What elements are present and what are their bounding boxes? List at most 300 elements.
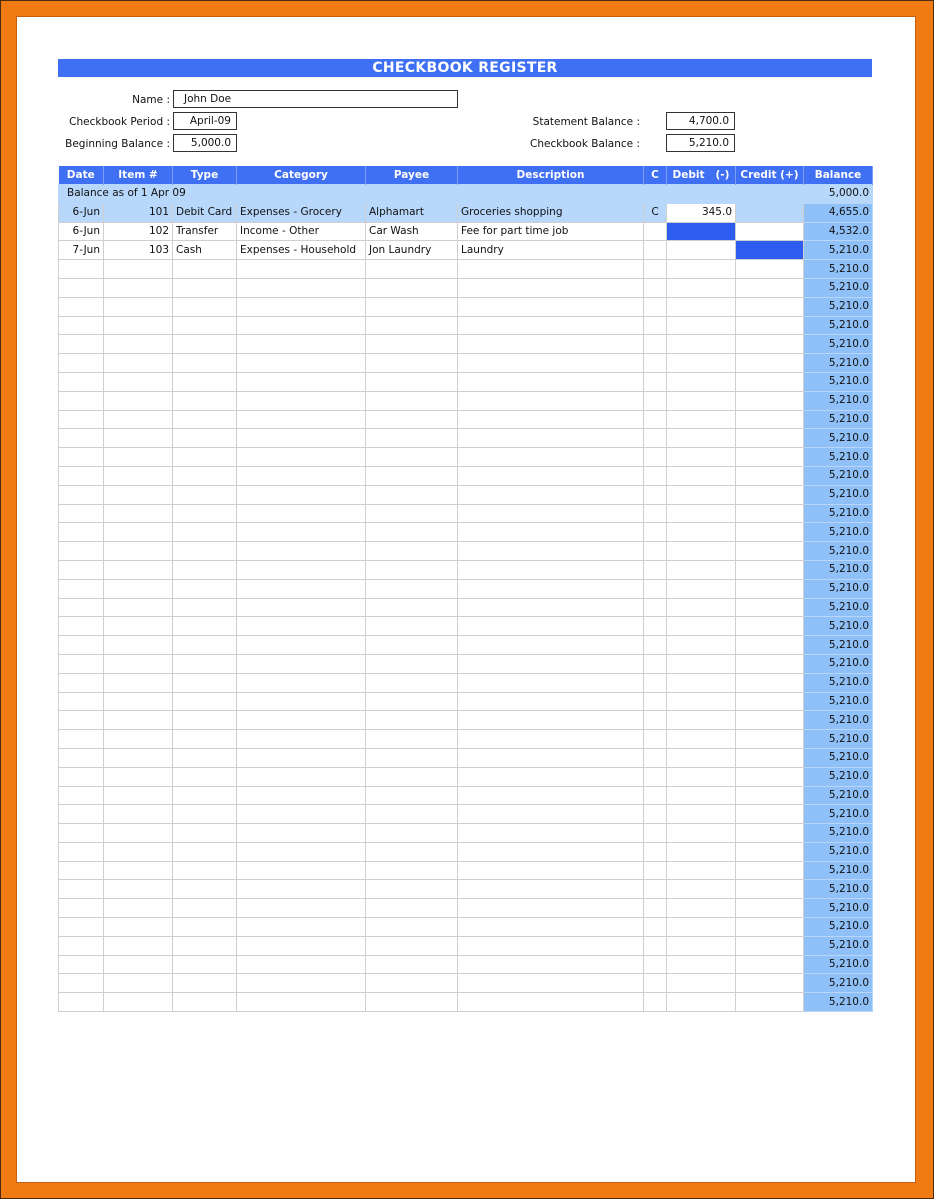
empty-cell[interactable] (366, 673, 458, 692)
empty-cell[interactable] (667, 899, 736, 918)
empty-cell[interactable] (736, 805, 804, 824)
empty-cell[interactable] (644, 598, 667, 617)
empty-cell[interactable] (59, 654, 104, 673)
empty-cell[interactable] (173, 278, 237, 297)
empty-cell[interactable] (173, 993, 237, 1012)
empty-cell[interactable] (237, 786, 366, 805)
cell-type[interactable]: Transfer (173, 222, 237, 241)
empty-cell[interactable] (644, 673, 667, 692)
cell-credit[interactable] (736, 203, 804, 222)
empty-cell[interactable] (644, 842, 667, 861)
col-payee[interactable]: Payee (366, 166, 458, 185)
empty-cell[interactable] (59, 523, 104, 542)
cell-category[interactable]: Income - Other (237, 222, 366, 241)
checkbook-balance-field[interactable]: 5,210.0 (666, 134, 735, 152)
empty-cell[interactable] (366, 861, 458, 880)
cell-debit[interactable] (667, 241, 736, 260)
empty-cell[interactable] (644, 880, 667, 899)
empty-cell[interactable] (366, 824, 458, 843)
empty-cell[interactable] (237, 880, 366, 899)
empty-cell[interactable] (237, 617, 366, 636)
empty-cell[interactable] (237, 410, 366, 429)
empty-cell[interactable] (736, 372, 804, 391)
empty-cell[interactable] (59, 316, 104, 335)
empty-cell[interactable] (366, 542, 458, 561)
empty-cell[interactable] (59, 372, 104, 391)
empty-cell[interactable] (736, 598, 804, 617)
empty-cell[interactable] (736, 993, 804, 1012)
empty-cell[interactable] (237, 372, 366, 391)
empty-cell[interactable] (173, 429, 237, 448)
empty-table-row[interactable] (59, 880, 873, 899)
empty-cell[interactable] (458, 842, 644, 861)
empty-cell[interactable] (366, 654, 458, 673)
empty-cell[interactable] (458, 523, 644, 542)
empty-cell[interactable] (736, 504, 804, 523)
empty-table-row[interactable] (59, 579, 873, 598)
empty-cell[interactable] (173, 485, 237, 504)
empty-cell[interactable] (173, 654, 237, 673)
col-category[interactable]: Category (237, 166, 366, 185)
cell-credit[interactable]: 678.0 (736, 241, 804, 260)
empty-cell[interactable] (667, 918, 736, 937)
empty-cell[interactable] (644, 617, 667, 636)
empty-cell[interactable] (644, 523, 667, 542)
empty-cell[interactable] (458, 824, 644, 843)
empty-cell[interactable] (59, 861, 104, 880)
empty-cell[interactable] (59, 560, 104, 579)
empty-cell[interactable] (458, 711, 644, 730)
cell-description[interactable]: Fee for part time job (458, 222, 644, 241)
empty-cell[interactable] (644, 504, 667, 523)
empty-cell[interactable] (104, 523, 173, 542)
empty-cell[interactable] (59, 711, 104, 730)
empty-cell[interactable] (667, 579, 736, 598)
empty-cell[interactable] (59, 504, 104, 523)
empty-cell[interactable] (458, 730, 644, 749)
empty-cell[interactable] (736, 824, 804, 843)
empty-cell[interactable] (644, 448, 667, 467)
empty-cell[interactable] (104, 504, 173, 523)
empty-table-row[interactable] (59, 316, 873, 335)
empty-cell[interactable] (366, 316, 458, 335)
empty-table-row[interactable] (59, 598, 873, 617)
empty-cell[interactable] (104, 711, 173, 730)
empty-cell[interactable] (667, 636, 736, 655)
empty-cell[interactable] (667, 861, 736, 880)
empty-cell[interactable] (458, 335, 644, 354)
empty-table-row[interactable] (59, 354, 873, 373)
empty-cell[interactable] (644, 936, 667, 955)
cell-category[interactable]: Expenses - Grocery (237, 203, 366, 222)
empty-cell[interactable] (237, 504, 366, 523)
empty-cell[interactable] (104, 391, 173, 410)
empty-cell[interactable] (59, 636, 104, 655)
empty-cell[interactable] (458, 993, 644, 1012)
cell-cleared[interactable] (644, 241, 667, 260)
empty-cell[interactable] (667, 654, 736, 673)
empty-cell[interactable] (644, 654, 667, 673)
empty-cell[interactable] (458, 767, 644, 786)
empty-cell[interactable] (644, 316, 667, 335)
cell-item[interactable]: 103 (104, 241, 173, 260)
cell-date[interactable]: 6-Jun (59, 222, 104, 241)
empty-cell[interactable] (458, 936, 644, 955)
empty-cell[interactable] (173, 523, 237, 542)
empty-cell[interactable] (59, 354, 104, 373)
empty-cell[interactable] (59, 466, 104, 485)
empty-cell[interactable] (366, 372, 458, 391)
empty-cell[interactable] (667, 824, 736, 843)
empty-cell[interactable] (366, 466, 458, 485)
name-field[interactable]: John Doe (173, 90, 458, 108)
empty-cell[interactable] (173, 448, 237, 467)
empty-cell[interactable] (173, 842, 237, 861)
empty-cell[interactable] (104, 410, 173, 429)
empty-cell[interactable] (237, 560, 366, 579)
cell-debit[interactable]: 345.0 (667, 203, 736, 222)
empty-cell[interactable] (644, 824, 667, 843)
empty-cell[interactable] (458, 654, 644, 673)
empty-cell[interactable] (173, 805, 237, 824)
cell-type[interactable]: Cash (173, 241, 237, 260)
empty-cell[interactable] (667, 335, 736, 354)
empty-cell[interactable] (366, 993, 458, 1012)
empty-cell[interactable] (173, 786, 237, 805)
empty-cell[interactable] (458, 918, 644, 937)
empty-cell[interactable] (173, 260, 237, 279)
table-row[interactable] (59, 241, 873, 260)
empty-cell[interactable] (59, 260, 104, 279)
empty-cell[interactable] (366, 485, 458, 504)
empty-cell[interactable] (59, 598, 104, 617)
empty-cell[interactable] (59, 429, 104, 448)
empty-cell[interactable] (644, 297, 667, 316)
empty-cell[interactable] (736, 278, 804, 297)
empty-cell[interactable] (736, 485, 804, 504)
empty-cell[interactable] (173, 542, 237, 561)
empty-cell[interactable] (458, 560, 644, 579)
empty-cell[interactable] (59, 730, 104, 749)
empty-cell[interactable] (644, 372, 667, 391)
empty-cell[interactable] (736, 297, 804, 316)
empty-table-row[interactable] (59, 918, 873, 937)
empty-cell[interactable] (237, 730, 366, 749)
empty-cell[interactable] (173, 861, 237, 880)
empty-cell[interactable] (458, 974, 644, 993)
cell-payee[interactable]: Car Wash (366, 222, 458, 241)
empty-cell[interactable] (104, 974, 173, 993)
empty-cell[interactable] (237, 767, 366, 786)
empty-cell[interactable] (104, 617, 173, 636)
cell-date[interactable]: 6-Jun (59, 203, 104, 222)
period-field[interactable]: April-09 (173, 112, 237, 130)
cell-cleared[interactable] (644, 222, 667, 241)
cell-item[interactable]: 101 (104, 203, 173, 222)
empty-cell[interactable] (59, 824, 104, 843)
empty-cell[interactable] (237, 861, 366, 880)
empty-cell[interactable] (667, 504, 736, 523)
empty-cell[interactable] (366, 391, 458, 410)
col-type[interactable]: Type (173, 166, 237, 185)
empty-cell[interactable] (366, 880, 458, 899)
statement-balance-field[interactable]: 4,700.0 (666, 112, 735, 130)
empty-cell[interactable] (366, 579, 458, 598)
empty-cell[interactable] (59, 485, 104, 504)
empty-cell[interactable] (458, 278, 644, 297)
empty-cell[interactable] (458, 448, 644, 467)
empty-cell[interactable] (173, 880, 237, 899)
empty-table-row[interactable] (59, 523, 873, 542)
empty-cell[interactable] (237, 448, 366, 467)
empty-cell[interactable] (104, 805, 173, 824)
empty-cell[interactable] (104, 899, 173, 918)
empty-cell[interactable] (237, 485, 366, 504)
empty-cell[interactable] (736, 974, 804, 993)
empty-cell[interactable] (667, 730, 736, 749)
empty-cell[interactable] (736, 466, 804, 485)
empty-cell[interactable] (644, 899, 667, 918)
empty-cell[interactable] (104, 448, 173, 467)
empty-cell[interactable] (237, 673, 366, 692)
empty-cell[interactable] (173, 673, 237, 692)
empty-cell[interactable] (59, 278, 104, 297)
empty-cell[interactable] (667, 448, 736, 467)
empty-cell[interactable] (59, 936, 104, 955)
empty-cell[interactable] (644, 391, 667, 410)
empty-cell[interactable] (59, 617, 104, 636)
col-credit[interactable]: Credit (+) (736, 166, 804, 185)
cell-type[interactable]: Debit Card (173, 203, 237, 222)
empty-cell[interactable] (644, 767, 667, 786)
empty-cell[interactable] (736, 335, 804, 354)
empty-cell[interactable] (736, 918, 804, 937)
empty-cell[interactable] (458, 579, 644, 598)
empty-cell[interactable] (644, 278, 667, 297)
empty-table-row[interactable] (59, 448, 873, 467)
empty-table-row[interactable] (59, 692, 873, 711)
empty-cell[interactable] (104, 824, 173, 843)
empty-cell[interactable] (667, 466, 736, 485)
empty-cell[interactable] (736, 391, 804, 410)
empty-cell[interactable] (736, 560, 804, 579)
empty-cell[interactable] (644, 485, 667, 504)
empty-table-row[interactable] (59, 899, 873, 918)
empty-cell[interactable] (366, 786, 458, 805)
empty-cell[interactable] (366, 278, 458, 297)
empty-cell[interactable] (173, 711, 237, 730)
empty-cell[interactable] (667, 523, 736, 542)
empty-cell[interactable] (237, 899, 366, 918)
empty-cell[interactable] (736, 880, 804, 899)
empty-cell[interactable] (173, 730, 237, 749)
empty-cell[interactable] (104, 316, 173, 335)
empty-cell[interactable] (366, 523, 458, 542)
empty-cell[interactable] (173, 560, 237, 579)
empty-cell[interactable] (644, 354, 667, 373)
empty-cell[interactable] (644, 730, 667, 749)
empty-cell[interactable] (173, 297, 237, 316)
empty-cell[interactable] (173, 335, 237, 354)
cell-item[interactable]: 102 (104, 222, 173, 241)
empty-table-row[interactable] (59, 805, 873, 824)
empty-cell[interactable] (667, 993, 736, 1012)
empty-cell[interactable] (366, 335, 458, 354)
empty-cell[interactable] (667, 786, 736, 805)
empty-cell[interactable] (366, 297, 458, 316)
empty-cell[interactable] (644, 748, 667, 767)
empty-cell[interactable] (59, 899, 104, 918)
cell-payee[interactable]: Alphamart (366, 203, 458, 222)
empty-cell[interactable] (458, 354, 644, 373)
empty-cell[interactable] (104, 354, 173, 373)
empty-cell[interactable] (458, 297, 644, 316)
empty-cell[interactable] (104, 918, 173, 937)
empty-table-row[interactable] (59, 936, 873, 955)
empty-cell[interactable] (736, 260, 804, 279)
empty-cell[interactable] (59, 448, 104, 467)
empty-cell[interactable] (237, 918, 366, 937)
empty-cell[interactable] (104, 673, 173, 692)
empty-cell[interactable] (644, 692, 667, 711)
empty-cell[interactable] (667, 598, 736, 617)
empty-cell[interactable] (104, 786, 173, 805)
empty-cell[interactable] (366, 504, 458, 523)
empty-cell[interactable] (667, 278, 736, 297)
empty-cell[interactable] (667, 842, 736, 861)
empty-cell[interactable] (104, 861, 173, 880)
empty-cell[interactable] (736, 955, 804, 974)
empty-cell[interactable] (366, 354, 458, 373)
empty-cell[interactable] (736, 448, 804, 467)
empty-cell[interactable] (237, 466, 366, 485)
empty-cell[interactable] (104, 842, 173, 861)
empty-cell[interactable] (736, 636, 804, 655)
empty-table-row[interactable] (59, 861, 873, 880)
empty-cell[interactable] (237, 692, 366, 711)
empty-cell[interactable] (644, 786, 667, 805)
empty-cell[interactable] (667, 692, 736, 711)
empty-cell[interactable] (237, 598, 366, 617)
empty-cell[interactable] (173, 410, 237, 429)
empty-table-row[interactable] (59, 372, 873, 391)
empty-cell[interactable] (736, 429, 804, 448)
empty-cell[interactable] (237, 316, 366, 335)
empty-cell[interactable] (736, 523, 804, 542)
empty-cell[interactable] (458, 617, 644, 636)
empty-cell[interactable] (736, 673, 804, 692)
empty-table-row[interactable] (59, 297, 873, 316)
empty-cell[interactable] (237, 429, 366, 448)
empty-cell[interactable] (104, 936, 173, 955)
empty-cell[interactable] (59, 974, 104, 993)
empty-cell[interactable] (458, 955, 644, 974)
empty-cell[interactable] (458, 880, 644, 899)
empty-cell[interactable] (458, 372, 644, 391)
empty-cell[interactable] (173, 466, 237, 485)
empty-cell[interactable] (173, 316, 237, 335)
empty-cell[interactable] (173, 824, 237, 843)
cell-credit[interactable] (736, 222, 804, 241)
empty-table-row[interactable] (59, 636, 873, 655)
empty-cell[interactable] (667, 410, 736, 429)
empty-cell[interactable] (736, 936, 804, 955)
empty-cell[interactable] (667, 955, 736, 974)
empty-cell[interactable] (237, 297, 366, 316)
empty-cell[interactable] (173, 767, 237, 786)
empty-table-row[interactable] (59, 429, 873, 448)
empty-cell[interactable] (458, 391, 644, 410)
empty-cell[interactable] (366, 711, 458, 730)
empty-cell[interactable] (104, 767, 173, 786)
empty-cell[interactable] (736, 579, 804, 598)
empty-table-row[interactable] (59, 617, 873, 636)
empty-cell[interactable] (173, 504, 237, 523)
empty-table-row[interactable] (59, 974, 873, 993)
empty-cell[interactable] (736, 542, 804, 561)
empty-table-row[interactable] (59, 335, 873, 354)
empty-cell[interactable] (104, 598, 173, 617)
empty-cell[interactable] (644, 805, 667, 824)
empty-cell[interactable] (366, 636, 458, 655)
empty-cell[interactable] (458, 542, 644, 561)
empty-cell[interactable] (667, 560, 736, 579)
empty-cell[interactable] (644, 429, 667, 448)
empty-cell[interactable] (173, 936, 237, 955)
empty-cell[interactable] (104, 880, 173, 899)
empty-cell[interactable] (458, 316, 644, 335)
empty-table-row[interactable] (59, 391, 873, 410)
empty-cell[interactable] (667, 767, 736, 786)
empty-cell[interactable] (237, 278, 366, 297)
empty-cell[interactable] (736, 617, 804, 636)
empty-cell[interactable] (736, 842, 804, 861)
empty-cell[interactable] (667, 748, 736, 767)
empty-cell[interactable] (104, 579, 173, 598)
empty-cell[interactable] (59, 993, 104, 1012)
empty-cell[interactable] (237, 335, 366, 354)
table-row[interactable] (59, 222, 873, 241)
empty-cell[interactable] (59, 410, 104, 429)
empty-cell[interactable] (59, 748, 104, 767)
empty-cell[interactable] (104, 466, 173, 485)
empty-cell[interactable] (59, 692, 104, 711)
empty-cell[interactable] (458, 673, 644, 692)
empty-cell[interactable] (458, 692, 644, 711)
table-row[interactable] (59, 203, 873, 222)
empty-cell[interactable] (644, 993, 667, 1012)
empty-cell[interactable] (736, 654, 804, 673)
empty-table-row[interactable] (59, 466, 873, 485)
empty-cell[interactable] (173, 974, 237, 993)
empty-cell[interactable] (458, 805, 644, 824)
empty-cell[interactable] (237, 993, 366, 1012)
empty-table-row[interactable] (59, 654, 873, 673)
empty-cell[interactable] (237, 805, 366, 824)
cell-date[interactable]: 7-Jun (59, 241, 104, 260)
col-balance[interactable]: Balance (804, 166, 873, 185)
beginning-balance-field[interactable]: 5,000.0 (173, 134, 237, 152)
empty-cell[interactable] (366, 767, 458, 786)
cell-category[interactable]: Expenses - Household (237, 241, 366, 260)
empty-cell[interactable] (104, 993, 173, 1012)
empty-cell[interactable] (644, 636, 667, 655)
cell-description[interactable]: Groceries shopping (458, 203, 644, 222)
empty-cell[interactable] (366, 730, 458, 749)
cell-payee[interactable]: Jon Laundry (366, 241, 458, 260)
empty-table-row[interactable] (59, 842, 873, 861)
empty-cell[interactable] (644, 466, 667, 485)
